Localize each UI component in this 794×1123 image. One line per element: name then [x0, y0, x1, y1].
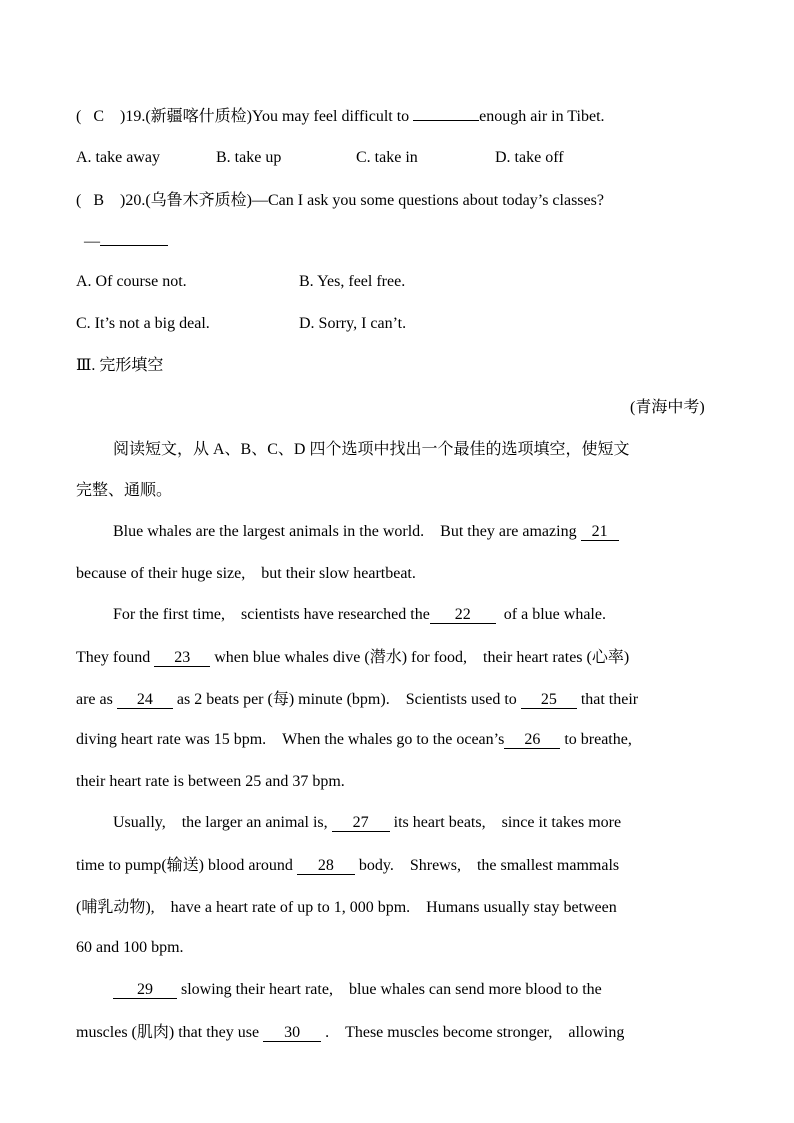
q19-stem-after: enough air in Tibet. — [479, 108, 605, 125]
q19-option-d: D. take off — [495, 149, 564, 166]
blank-30: 30 — [263, 1024, 321, 1042]
answer-bracket-close — [104, 108, 120, 125]
answer-bracket-close — [104, 192, 120, 209]
q20-option-d: D. Sorry, I can’t. — [299, 315, 407, 332]
q20-option-a: A. Of course not. — [76, 273, 187, 290]
passage-p2-line3 — [76, 690, 638, 710]
q20-number: )20. — [120, 192, 146, 209]
passage-p3-line4: 60 and 100 bpm. — [76, 939, 184, 956]
answer-bracket-open: ( — [76, 192, 94, 209]
q19-option-a: A. take away — [76, 149, 160, 166]
passage-text: that their — [580, 691, 639, 708]
q20-reply-dash: — — [84, 233, 100, 250]
blank-21: 21 — [581, 523, 619, 541]
passage-text: body. Shrews, the smallest mammals — [358, 857, 620, 874]
passage-p3-line2 — [76, 856, 619, 876]
passage-text: when blue whales dive (潜水) for food, their heart rates (心率) — [214, 649, 630, 666]
blank-24: 24 — [117, 691, 173, 709]
q20-reply — [84, 232, 168, 252]
passage-p4-line1 — [113, 980, 602, 1000]
passage-text: Blue whales are the largest animals in the world. But they are amazing — [113, 523, 577, 540]
passage-text: are as — [76, 691, 113, 708]
q20-stem: —Can I ask you some questions about today’s classes? — [252, 192, 604, 209]
section-3-title: Ⅲ. 完形填空 — [76, 357, 164, 374]
q20-source: (乌鲁木齐质检) — [145, 192, 252, 209]
section-3-source: (青海中考) — [630, 399, 705, 416]
passage-text: For the first time, scientists have researched the — [113, 606, 430, 623]
blank-22: 22 — [430, 606, 496, 624]
q19-blank — [413, 120, 479, 121]
blank-28: 28 — [297, 857, 355, 875]
passage-text: time to pump(输送) blood around — [76, 857, 293, 874]
passage-text: They found — [76, 649, 151, 666]
blank-26: 26 — [504, 731, 560, 749]
passage-text: its heart beats, since it takes more — [393, 814, 622, 831]
passage-p2-line2 — [76, 648, 629, 668]
q20-answer: B — [93, 192, 104, 209]
blank-23: 23 — [154, 649, 210, 667]
q20-blank — [100, 245, 168, 246]
question-19 — [76, 107, 605, 127]
blank-25: 25 — [521, 691, 577, 709]
q19-stem-before: You may feel difficult to — [252, 108, 414, 125]
q19-option-b: B. take up — [216, 149, 282, 166]
passage-p2-line5: their heart rate is between 25 and 37 bpm. — [76, 773, 345, 790]
passage-text: muscles (肌肉) that they use — [76, 1024, 260, 1041]
q19-option-c: C. take in — [356, 149, 418, 166]
passage-text: to breathe, — [564, 731, 632, 748]
q19-answer: C — [93, 108, 104, 125]
q20-option-b: B. Yes, feel free. — [299, 273, 406, 290]
blank-27: 27 — [332, 814, 390, 832]
q19-source: (新疆喀什质检) — [145, 108, 252, 125]
passage-p2-line4 — [76, 730, 632, 750]
passage-p2-line1 — [113, 605, 606, 625]
blank-29: 29 — [113, 981, 177, 999]
passage-text: . These muscles become stronger, allowing — [325, 1024, 625, 1041]
q20-option-c: C. It’s not a big deal. — [76, 315, 210, 332]
passage-text: slowing their heart rate, blue whales can send more blood to the — [181, 981, 602, 998]
passage-text: as 2 beats per (每) minute (bpm). Scientists used to — [176, 691, 517, 708]
passage-text: of a blue whale. — [503, 606, 606, 623]
answer-bracket-open: ( — [76, 108, 94, 125]
passage-text: Usually, the larger an animal is, — [113, 814, 328, 831]
question-20 — [76, 191, 604, 211]
passage-p3-line3: (哺乳动物), have a heart rate of up to 1, 000 bpm. Humans usually stay between — [76, 899, 617, 916]
q19-number: )19. — [120, 108, 146, 125]
instruction-line-1: 阅读短文，从 A、B、C、D 四个选项中找出一个最佳的选项填空，使短文 — [113, 441, 630, 458]
passage-text: diving heart rate was 15 bpm. When the whales go to the ocean’s — [76, 731, 505, 748]
passage-p1-line2: because of their huge size, but their slow heartbeat. — [76, 565, 416, 582]
passage-p4-line2 — [76, 1023, 624, 1043]
passage-p1-line1 — [113, 522, 619, 542]
passage-p3-line1 — [113, 813, 621, 833]
instruction-line-2: 完整、通顺。 — [76, 482, 173, 499]
